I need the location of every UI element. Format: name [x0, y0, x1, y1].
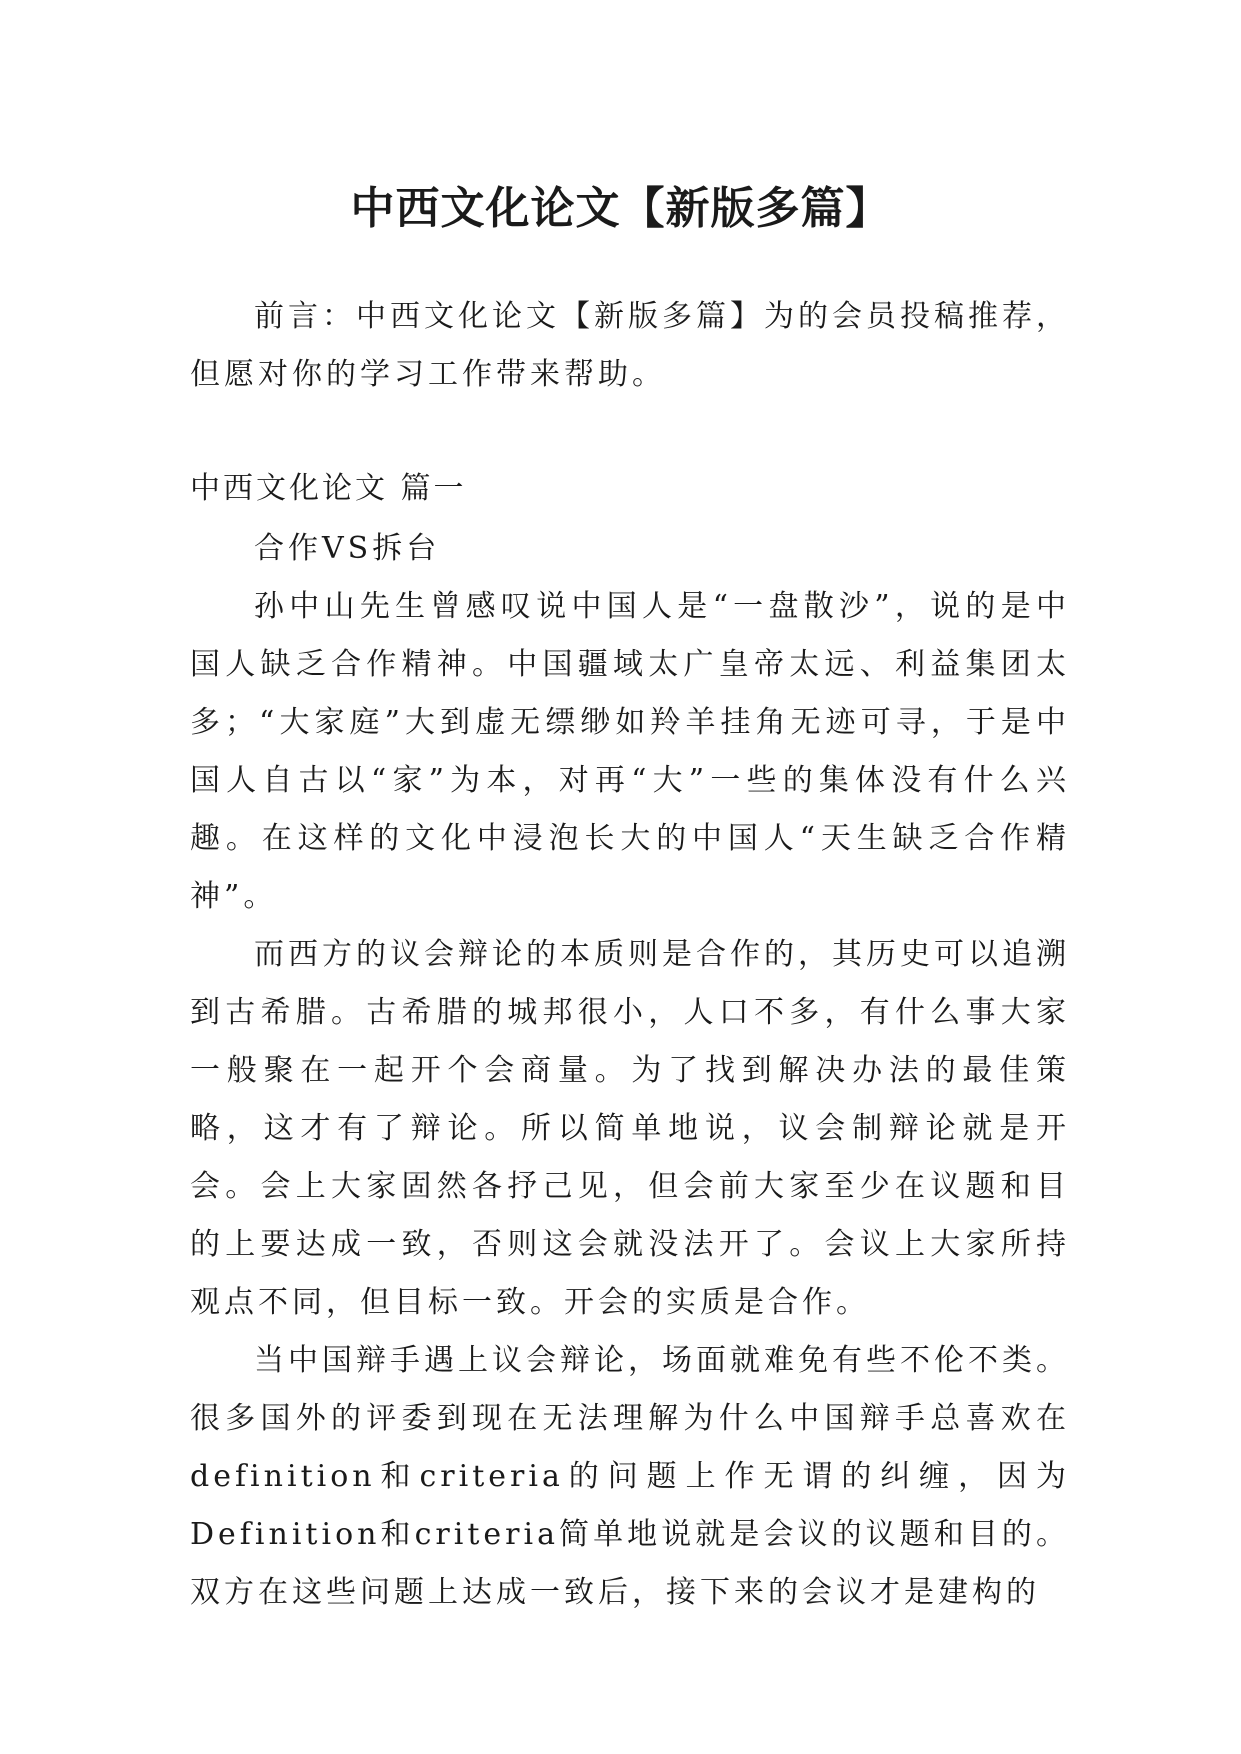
- section-heading: 中西文化论文 篇一: [190, 471, 467, 506]
- paragraph: 孙中山先生曾感叹说中国人是“一盘散沙”，说的是中国人缺乏合作精神。中国疆域太广皇帝太远、利益集团太多；“大家庭”大到虚无缥缈如羚羊挂角无迹可寻，于是中国人自古以“家”为本，对再“大”一些的集体没有什么兴趣。在这样的文化中浸泡长大的中国人“天生缺乏合作精神”。: [190, 589, 1070, 914]
- document-title: 中西文化论文【新版多篇】: [350, 183, 891, 235]
- preface-text: 前言：中西文化论文【新版多篇】为的会员投稿推荐，但愿对你的学习工作带来帮助。: [190, 299, 1070, 392]
- paragraph: 而西方的议会辩论的本质则是合作的，其历史可以追溯到古希腊。古希腊的城邦很小，人口不多，有什么事大家一般聚在一起开个会商量。为了找到解决办法的最佳策略，这才有了辩论。所以简单地说，议会制辩论就是开会。会上大家固然各抒己见，但会前大家至少在议题和目的上要达成一致，否则这会就没法开了。会议上大家所持观点不同，但目标一致。开会的实质是合作。: [190, 937, 1070, 1320]
- paragraph: 当中国辩手遇上议会辩论，场面就难免有些不伦不类。很多国外的评委到现在无法理解为什么中国辩手总喜欢在definition和criteria的问题上作无谓的纠缠，因为Definition和criteria简单地说就是会议的议题和目的。双方在这些问题上达成一致后，接下来的会议才是建构的: [190, 1343, 1070, 1610]
- article-body: [190, 520, 1070, 1622]
- preface-block: [190, 288, 1070, 404]
- subheading: 合作VS拆台: [254, 531, 441, 566]
